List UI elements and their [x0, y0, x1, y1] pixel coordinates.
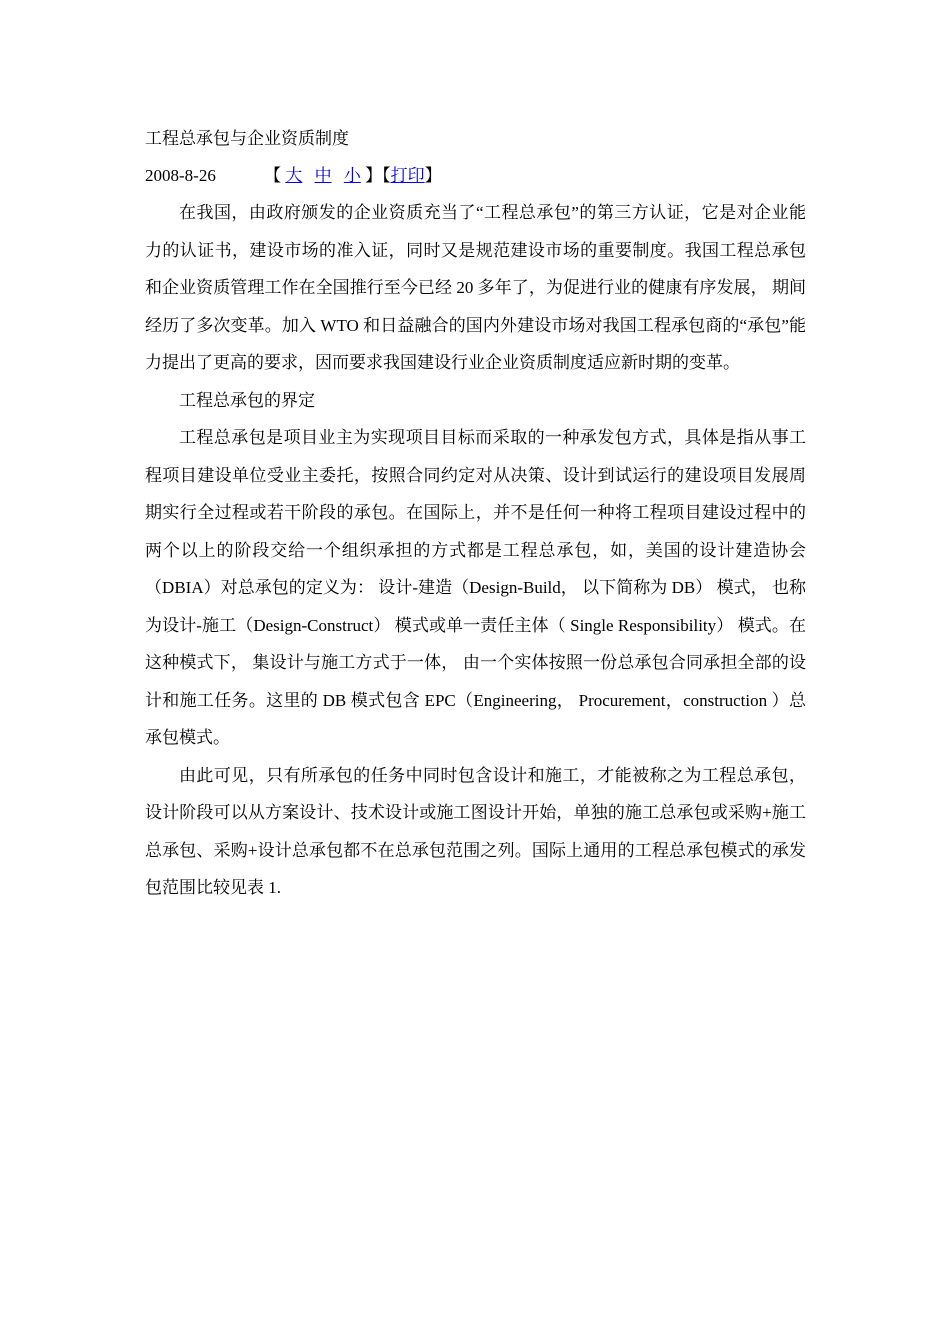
paragraph-conclusion: 由此可见，只有所承包的任务中同时包含设计和施工，才能被称之为工程总承包，设计阶段可以从方案设计、技术设计或施工图设计开始，单独的施工总承包或采购+施工总承包、采购+设计总承包都不在总承包范围之列。国际上通用的工程总承包模式的承发包范围比较见表 1.: [145, 765, 806, 897]
size-close-bracket: 】: [365, 166, 383, 185]
publish-date: 2008-8-26: [145, 166, 216, 185]
size-open-bracket: 【: [264, 166, 282, 185]
paragraph-definition: 工程总承包是项目业主为实现项目目标而采取的一种承发包方式，具体是指从事工程项目建设单位受业主委托，按照合同约定对从决策、设计到试运行的建设项目发展周期实行全过程或若干阶段的承包。在国际上，并不是任何一种将工程项目建设过程中的两个以上的阶段交给一个组织承担的方式都是工程总承包，如，美国的设计建造协会（DBIA）对总承包的定义为： 设计-建造（Design-Build， 以下简称为 DB） 模式， 也称为设计-施工（Design-Construct） 模式或单一责任主体（ Single Responsibility） 模式。在这种模式下， 集设计与施工方式于一体， 由一个实体按照一份总承包合同承担全部的设计和施工任务。这里的 DB 模式包含 EPC（Engineering， Procurement，construction ）总承包模式。: [145, 428, 806, 747]
section-heading: 工程总承包的界定: [179, 390, 315, 410]
article-title: 工程总承包与企业资质制度: [145, 129, 349, 148]
print-close-bracket: 】: [424, 166, 442, 185]
font-size-large-link[interactable]: 大: [285, 166, 303, 185]
font-size-medium-link[interactable]: 中: [314, 166, 332, 185]
paragraph-intro: 在我国，由政府颁发的企业资质充当了“工程总承包”的第三方认证，它是对企业能力的认证书，建设市场的准入证，同时又是规范建设市场的重要制度。我国工程总承包和企业资质管理工作在全国推行至今已经 20 多年了，为促进行业的健康有序发展， 期间经历了多次变革。加入 WTO 和日益融合的国内外建设市场对我国工程承包商的“承包”能力提出了更高的要求，因而要求我国建设行业企业资质制度适应新时期的变革。: [145, 203, 806, 372]
article: [145, 120, 806, 907]
article-meta: [145, 157, 806, 194]
print-link[interactable]: 打印: [390, 166, 425, 185]
font-size-small-link[interactable]: 小: [343, 166, 361, 185]
print-open-bracket: 【: [382, 166, 391, 185]
